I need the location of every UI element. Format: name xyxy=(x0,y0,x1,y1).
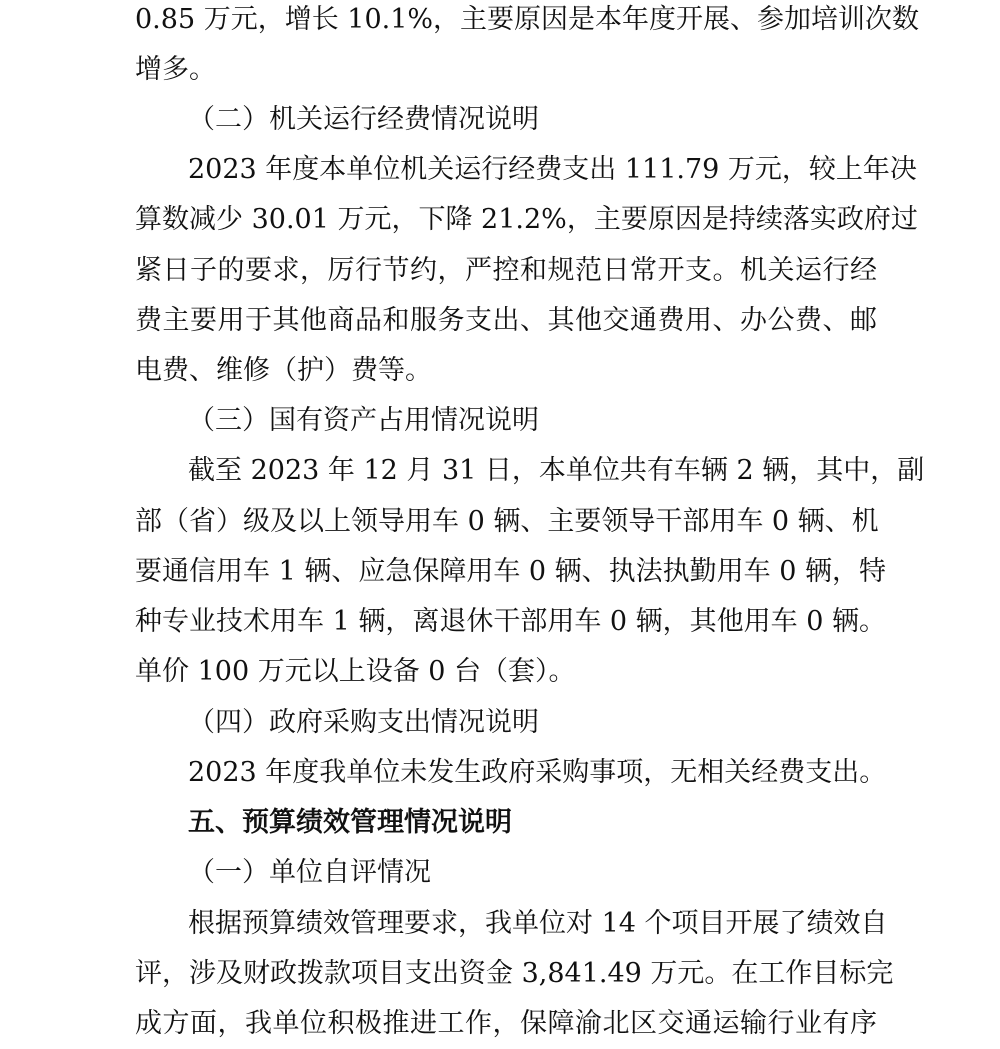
section-subheading: （一）单位自评情况 xyxy=(188,857,431,888)
paragraph-line: 要通信用车 1 辆、应急保障用车 0 辆、执法执勤用车 0 辆，特 xyxy=(135,556,887,587)
paragraph-line: 截至 2023 年 12 月 31 日，本单位共有车辆 2 辆，其中，副 xyxy=(188,455,925,486)
paragraph-line: 算数减少 30.01 万元，下降 21.2%，主要原因是持续落实政府过 xyxy=(135,204,918,235)
paragraph-line: 紧日子的要求，厉行节约，严控和规范日常开支。机关运行经 xyxy=(135,255,877,286)
paragraph-line: 单价 100 万元以上设备 0 台（套）。 xyxy=(135,656,576,687)
paragraph-line: 种专业技术用车 1 辆，离退休干部用车 0 辆，其他用车 0 辆。 xyxy=(135,606,887,637)
section-subheading: （三）国有资产占用情况说明 xyxy=(188,405,539,436)
paragraph-line: 2023 年度我单位未发生政府采购事项，无相关经费支出。 xyxy=(188,757,887,788)
section-subheading: （四）政府采购支出情况说明 xyxy=(188,707,539,738)
section-heading: 五、预算绩效管理情况说明 xyxy=(188,807,512,838)
paragraph-line: 0.85 万元，增长 10.1%，主要原因是本年度开展、参加培训次数 xyxy=(135,4,920,35)
paragraph-line: 部（省）级及以上领导用车 0 辆、主要领导干部用车 0 辆、机 xyxy=(135,506,879,537)
paragraph-line: 电费、维修（护）费等。 xyxy=(135,355,432,386)
paragraph-line: 2023 年度本单位机关运行经费支出 111.79 万元，较上年决 xyxy=(188,154,917,185)
paragraph-line: 评，涉及财政拨款项目支出资金 3,841.49 万元。在工作目标完 xyxy=(135,958,894,989)
paragraph-line: 费主要用于其他商品和服务支出、其他交通费用、办公费、邮 xyxy=(135,305,877,336)
paragraph-line: 根据预算绩效管理要求，我单位对 14 个项目开展了绩效自 xyxy=(188,908,888,939)
section-subheading: （二）机关运行经费情况说明 xyxy=(188,104,539,135)
paragraph-line: 增多。 xyxy=(135,54,216,85)
paragraph-line: 成方面，我单位积极推进工作，保障渝北区交通运输行业有序 xyxy=(135,1008,877,1039)
